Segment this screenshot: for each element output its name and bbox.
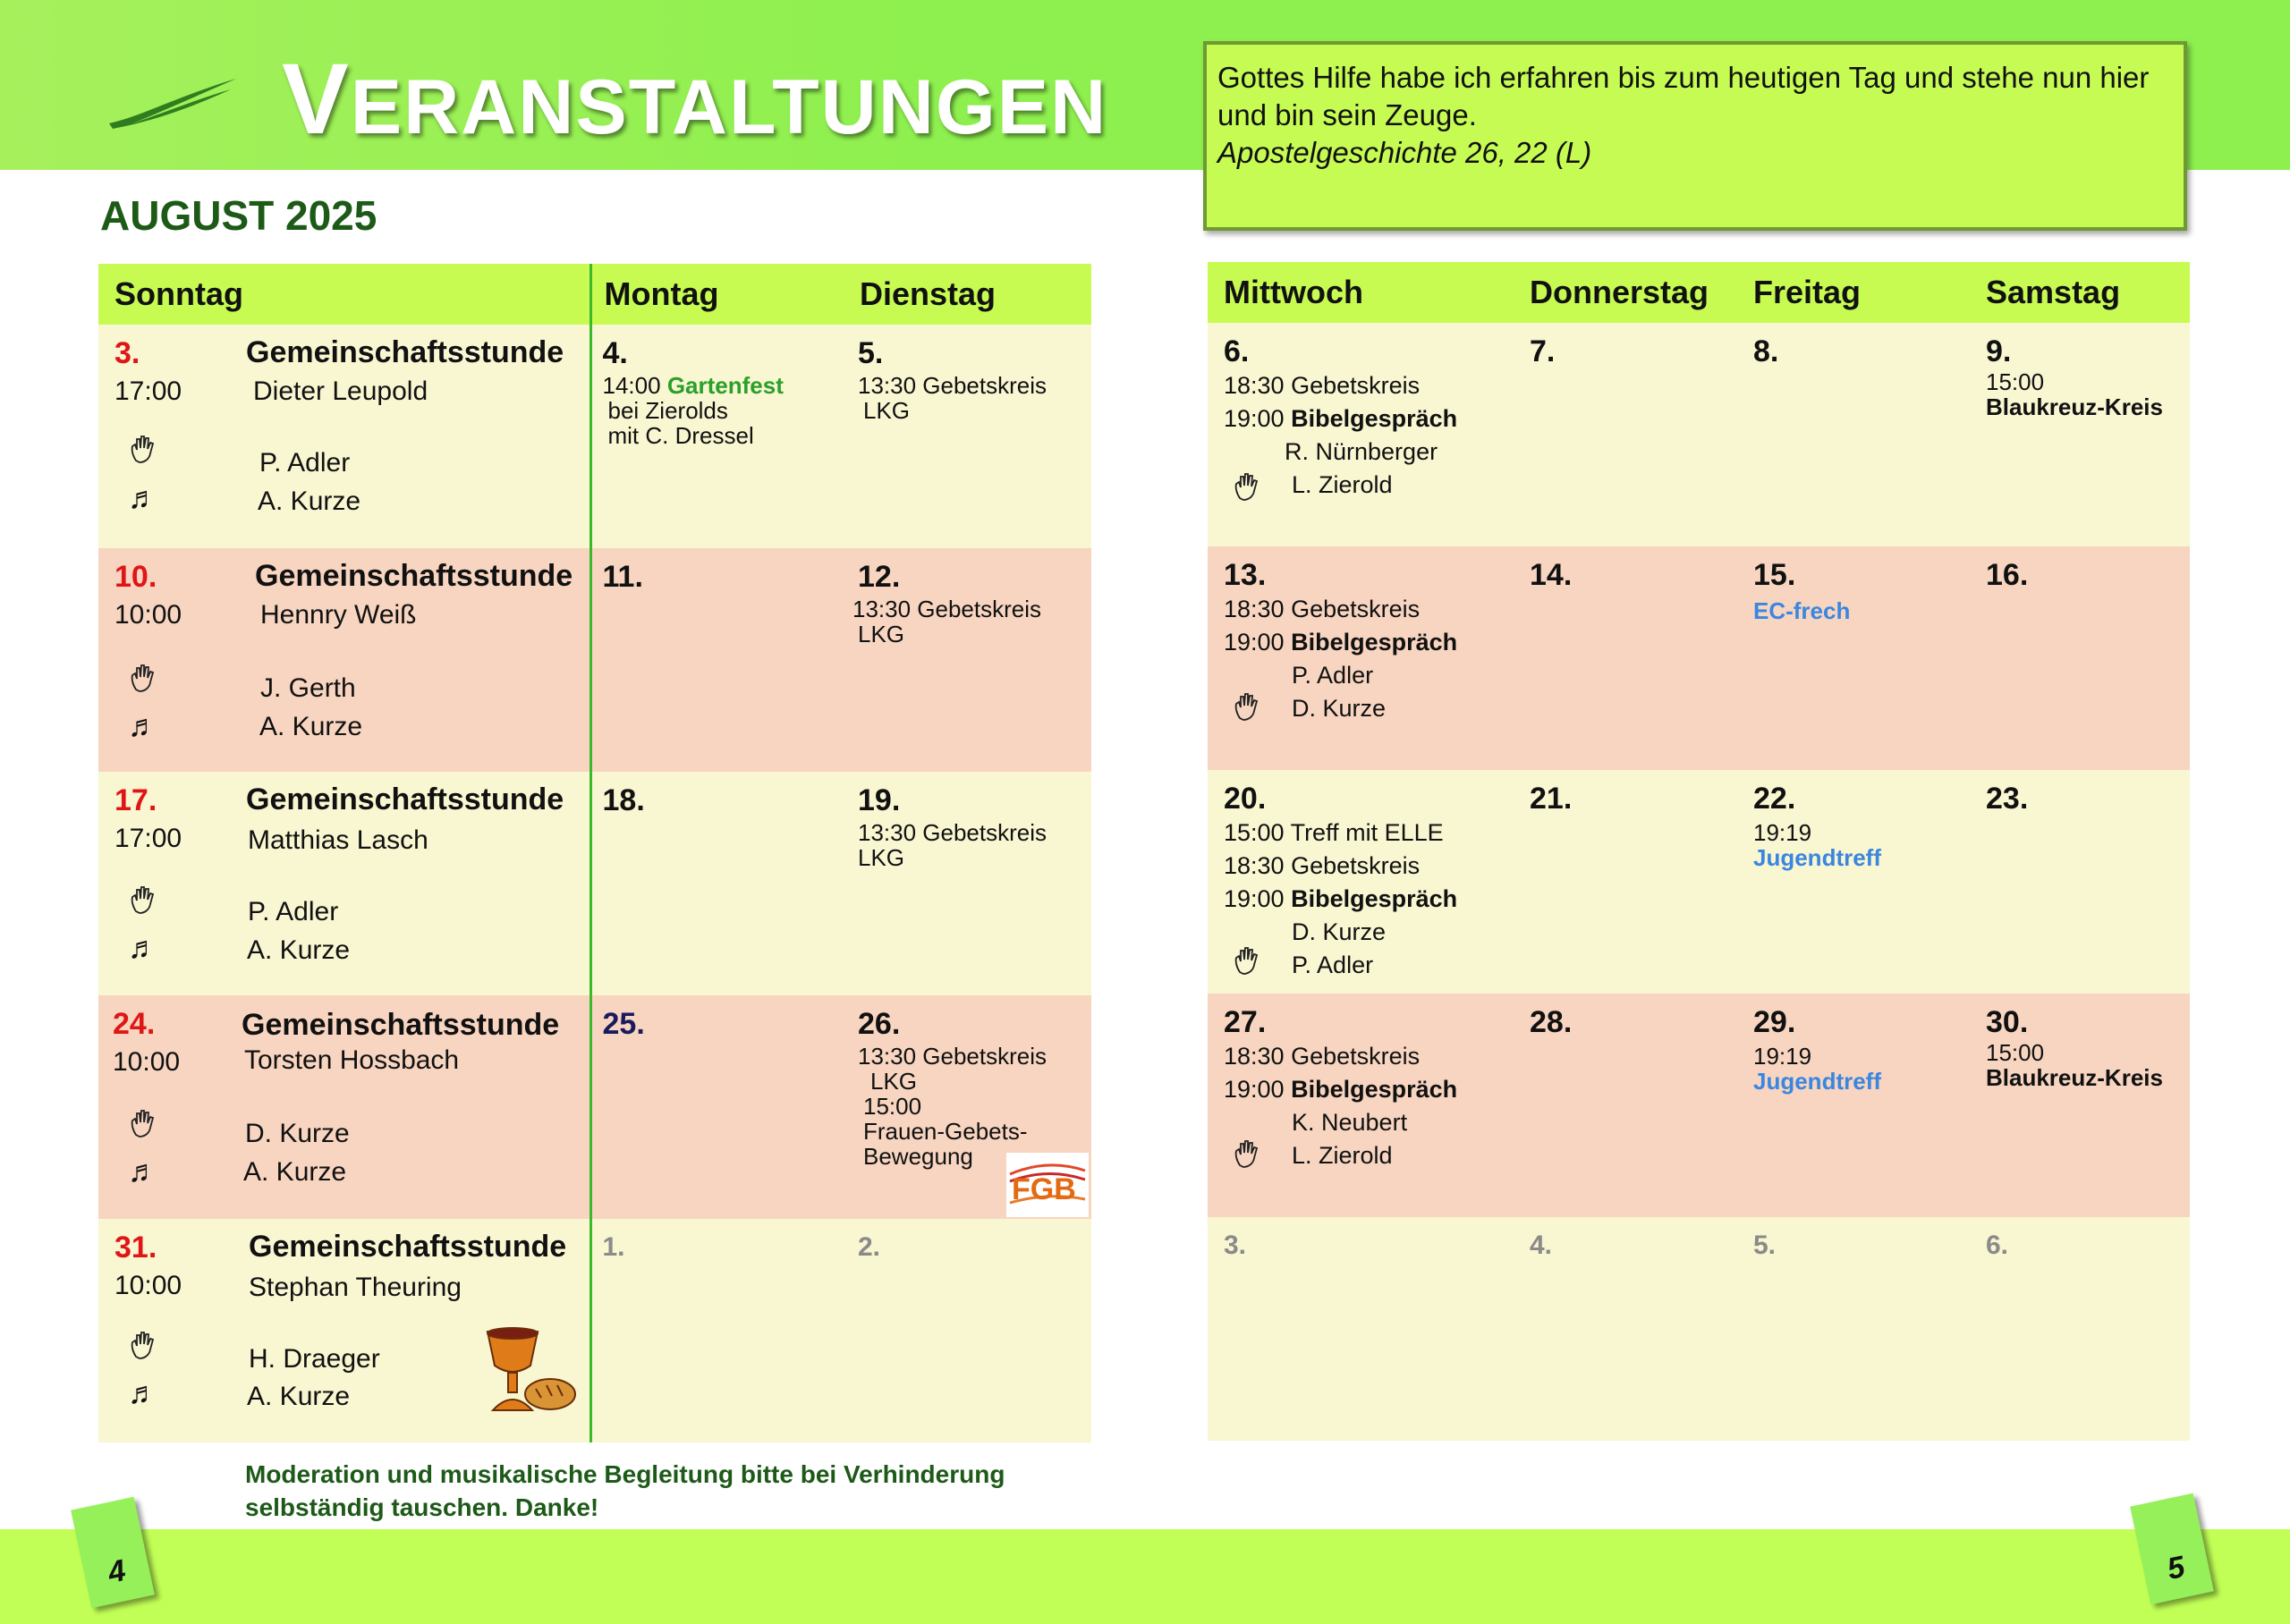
day-number: 6. — [1986, 1231, 2009, 1260]
speaker-name: D. Kurze — [1292, 918, 1387, 945]
tuesday-cell — [847, 325, 1091, 548]
event-title: Bibelgespräch — [1291, 885, 1458, 912]
day-number: 29. — [1753, 1005, 1796, 1039]
day-number: 9. — [1986, 334, 2012, 368]
sunday-cell — [98, 772, 590, 995]
hand-icon — [127, 1108, 159, 1140]
friday-cell — [1737, 323, 1970, 546]
svg-text:FGB: FGB — [1012, 1172, 1076, 1206]
hand-icon — [1231, 1138, 1263, 1171]
week-row — [1208, 770, 2190, 994]
saturday-cell — [1970, 994, 2190, 1217]
day-number: 17. — [114, 783, 157, 817]
monday-cell — [590, 325, 847, 548]
saturday-cell — [1970, 1217, 2190, 1441]
event-title: Bibelgespräch — [1291, 405, 1458, 432]
friday-cell — [1737, 770, 1970, 994]
event-title: Gemeinschaftsstunde — [246, 335, 564, 369]
event-title: Bibelgespräch — [1291, 1076, 1458, 1103]
day-number: 10. — [114, 560, 157, 594]
day-number: 24. — [113, 1007, 156, 1041]
hand-icon — [127, 434, 159, 466]
moderation-name: P. Adler — [248, 897, 339, 926]
moderation-name: L. Zierold — [1292, 1142, 1393, 1169]
event-line: 13:30 Gebetskreis — [852, 596, 1042, 622]
music-name: A. Kurze — [247, 935, 351, 965]
day-number: 3. — [114, 336, 140, 370]
page-number-left: 4 — [71, 1497, 155, 1609]
day-number: 7. — [1530, 334, 1556, 368]
monday-cell — [590, 995, 847, 1219]
event-title: Blaukreuz-Kreis — [1986, 1064, 2163, 1091]
friday-cell — [1737, 546, 1970, 770]
month-heading: AUGUST 2025 — [100, 192, 377, 239]
event-line: Frauen-Gebets- — [863, 1118, 1028, 1145]
week-row — [1208, 1217, 2190, 1441]
day-number: 21. — [1530, 782, 1573, 816]
music-note-icon: ♬ — [128, 481, 158, 515]
wednesday-cell — [1208, 994, 1514, 1217]
day-number: 26. — [858, 1007, 901, 1041]
event-time: 10:00 — [113, 1047, 181, 1077]
music-note-icon: ♬ — [128, 931, 158, 965]
day-number: 18. — [602, 783, 645, 817]
event-time: 19:19 — [1753, 1043, 1812, 1070]
music-note-icon: ♬ — [128, 1376, 158, 1410]
week-row — [98, 325, 1091, 548]
tuesday-cell — [847, 772, 1091, 995]
monday-cell — [590, 548, 847, 772]
speaker-name: R. Nürnberger — [1285, 438, 1438, 465]
week-row — [98, 548, 1091, 772]
event-time: 19:00 — [1224, 405, 1285, 432]
event-title: Gartenfest — [666, 372, 784, 399]
verse-text: Gottes Hilfe habe ich erfahren bis zum heutigen Tag und stehe nun hier und bin sein Zeuge. — [1217, 61, 2150, 131]
event-time: 15:00 — [1986, 1039, 2045, 1066]
day-number: 28. — [1530, 1005, 1573, 1039]
event-title: Gemeinschaftsstunde — [242, 1008, 560, 1042]
calendar-left — [98, 264, 1093, 1442]
day-number: 31. — [114, 1231, 157, 1265]
header-montag: Montag — [590, 264, 847, 325]
day-number: 11. — [602, 560, 643, 594]
event-time: 15:00 — [1986, 368, 2045, 395]
event-detail: bei Zierolds — [607, 397, 728, 424]
hand-icon — [1231, 691, 1263, 723]
day-number: 25. — [602, 1007, 645, 1041]
footer-note — [245, 1458, 1005, 1524]
event-title: Gemeinschaftsstunde — [255, 559, 573, 593]
event-line: LKG — [858, 621, 905, 647]
header-samstag: Samstag — [1970, 262, 2190, 323]
event-detail: mit C. Dressel — [607, 422, 754, 449]
footer-note-line: selbständig tauschen. Danke! — [245, 1493, 599, 1521]
week-row — [98, 1219, 1091, 1442]
hand-icon — [1231, 471, 1263, 503]
day-number: 6. — [1224, 334, 1250, 368]
header-donnerstag: Donnerstag — [1514, 262, 1737, 323]
monday-cell — [590, 1219, 847, 1442]
tuesday-cell — [847, 995, 1091, 1219]
event-title: Jugendtreff — [1753, 844, 1881, 871]
day-number: 3. — [1224, 1231, 1247, 1260]
sunday-cell — [98, 1219, 590, 1442]
thursday-cell — [1514, 1217, 1737, 1441]
day-number: 4. — [1530, 1231, 1553, 1260]
wednesday-cell — [1208, 323, 1514, 546]
moderation-name: J. Gerth — [260, 673, 356, 703]
event-time: 17:00 — [114, 824, 182, 853]
day-number: 22. — [1753, 782, 1796, 816]
header-mittwoch: Mittwoch — [1208, 262, 1514, 323]
event-title: Jugendtreff — [1753, 1068, 1881, 1095]
event-title: EC-frech — [1753, 597, 1851, 624]
calendar-right — [1208, 262, 2190, 1441]
speaker-name: P. Adler — [1292, 662, 1374, 689]
day-number: 20. — [1224, 782, 1267, 816]
event-time: 19:19 — [1753, 819, 1812, 846]
tuesday-cell — [847, 1219, 1091, 1442]
chalice-bread-icon — [479, 1324, 577, 1417]
event-line: 15:00 — [863, 1093, 922, 1120]
day-number: 12. — [858, 560, 901, 594]
event-time: 17:00 — [114, 376, 182, 406]
wednesday-cell — [1208, 546, 1514, 770]
event-line: 18:30 Gebetskreis — [1224, 596, 1421, 622]
moderation-name: D. Kurze — [245, 1119, 350, 1148]
sunday-cell — [98, 325, 590, 548]
speaker-name: Dieter Leupold — [253, 376, 428, 406]
footer-band — [0, 1529, 2290, 1624]
day-number: 4. — [602, 336, 628, 370]
hand-icon — [127, 884, 159, 917]
day-number: 8. — [1753, 334, 1779, 368]
sunday-cell — [98, 995, 590, 1219]
fgb-logo-icon — [1006, 1153, 1089, 1217]
hand-icon — [127, 663, 159, 695]
day-number: 13. — [1224, 558, 1267, 592]
speaker-name: Hennry Weiß — [260, 600, 417, 630]
saturday-cell — [1970, 323, 2190, 546]
music-name: A. Kurze — [258, 486, 361, 516]
week-row — [98, 995, 1091, 1219]
day-number: 23. — [1986, 782, 2029, 816]
event-time: 19:00 — [1224, 629, 1285, 656]
hand-icon — [127, 1330, 159, 1362]
moderation-name: P. Adler — [1292, 952, 1374, 978]
day-number: 30. — [1986, 1005, 2029, 1039]
day-number: 5. — [858, 336, 884, 370]
moderation-name: H. Draeger — [249, 1344, 380, 1374]
music-name: A. Kurze — [243, 1157, 347, 1187]
moderation-name: L. Zierold — [1292, 471, 1393, 498]
music-name: A. Kurze — [247, 1382, 351, 1411]
wednesday-cell — [1208, 770, 1514, 994]
bible-verse-box — [1203, 41, 2187, 231]
thursday-cell — [1514, 770, 1737, 994]
header-dienstag: Dienstag — [847, 264, 1091, 325]
event-time: 19:00 — [1224, 885, 1285, 912]
thursday-cell — [1514, 323, 1737, 546]
speaker-name: Stephan Theuring — [249, 1273, 462, 1302]
day-number: 5. — [1753, 1231, 1777, 1260]
event-line: 13:30 Gebetskreis — [858, 1043, 1047, 1070]
thursday-cell — [1514, 546, 1737, 770]
event-time: 10:00 — [114, 600, 182, 630]
day-number: 15. — [1753, 558, 1796, 592]
event-line: LKG — [863, 397, 911, 424]
moderation-name: D. Kurze — [1292, 695, 1387, 722]
week-row — [98, 772, 1091, 995]
friday-cell — [1737, 1217, 1970, 1441]
header-sonntag: Sonntag — [98, 264, 590, 325]
event-line: 13:30 Gebetskreis — [858, 819, 1047, 846]
day-number: 27. — [1224, 1005, 1267, 1039]
event-time: 10:00 — [114, 1271, 182, 1300]
friday-cell — [1737, 994, 1970, 1217]
speaker-name: K. Neubert — [1292, 1109, 1408, 1136]
tuesday-cell — [847, 548, 1091, 772]
event-line: Bewegung — [863, 1143, 973, 1170]
event-time: 19:00 — [1224, 1076, 1285, 1103]
week-row — [1208, 994, 2190, 1217]
moderation-name: P. Adler — [259, 448, 351, 478]
event-line: 18:30 Gebetskreis — [1224, 852, 1421, 879]
verse-reference: Apostelgeschichte 26, 22 (L) — [1217, 136, 1592, 169]
thursday-cell — [1514, 994, 1737, 1217]
event-title: Gemeinschaftsstunde — [246, 782, 564, 816]
footer-note-line: Moderation und musikalische Begleitung bitte bei Verhinderung — [245, 1460, 1005, 1488]
hand-icon — [1231, 945, 1263, 977]
saturday-cell — [1970, 546, 2190, 770]
page-title: VERANSTALTUNGEN — [282, 43, 1108, 155]
week-row — [1208, 546, 2190, 770]
page-number-right: 5 — [2130, 1493, 2214, 1605]
day-number: 1. — [602, 1232, 625, 1262]
event-title: Gemeinschaftsstunde — [249, 1230, 567, 1264]
event-line: 18:30 Gebetskreis — [1224, 1043, 1421, 1070]
day-number: 14. — [1530, 558, 1573, 592]
music-note-icon: ♬ — [128, 1155, 158, 1188]
brush-stroke-icon — [106, 70, 240, 132]
sunday-cell — [98, 548, 590, 772]
event-line: LKG — [870, 1068, 918, 1095]
saturday-cell — [1970, 770, 2190, 994]
music-name: A. Kurze — [259, 712, 363, 741]
music-note-icon: ♬ — [128, 709, 158, 743]
event-line: LKG — [858, 844, 905, 871]
day-number: 19. — [858, 783, 901, 817]
header-freitag: Freitag — [1737, 262, 1970, 323]
speaker-name: Matthias Lasch — [248, 825, 428, 855]
event-line: 15:00 Treff mit ELLE — [1224, 819, 1444, 846]
event-time: 14:00 — [602, 372, 661, 399]
event-title: Blaukreuz-Kreis — [1986, 393, 2163, 420]
week-row — [1208, 323, 2190, 546]
speaker-name: Torsten Hossbach — [244, 1045, 460, 1075]
wednesday-cell — [1208, 1217, 1514, 1441]
event-line: 13:30 Gebetskreis — [858, 372, 1047, 399]
monday-cell — [590, 772, 847, 995]
day-number: 16. — [1986, 558, 2029, 592]
event-line: 18:30 Gebetskreis — [1224, 372, 1421, 399]
event-title: Bibelgespräch — [1291, 629, 1458, 656]
day-number: 2. — [858, 1232, 881, 1262]
